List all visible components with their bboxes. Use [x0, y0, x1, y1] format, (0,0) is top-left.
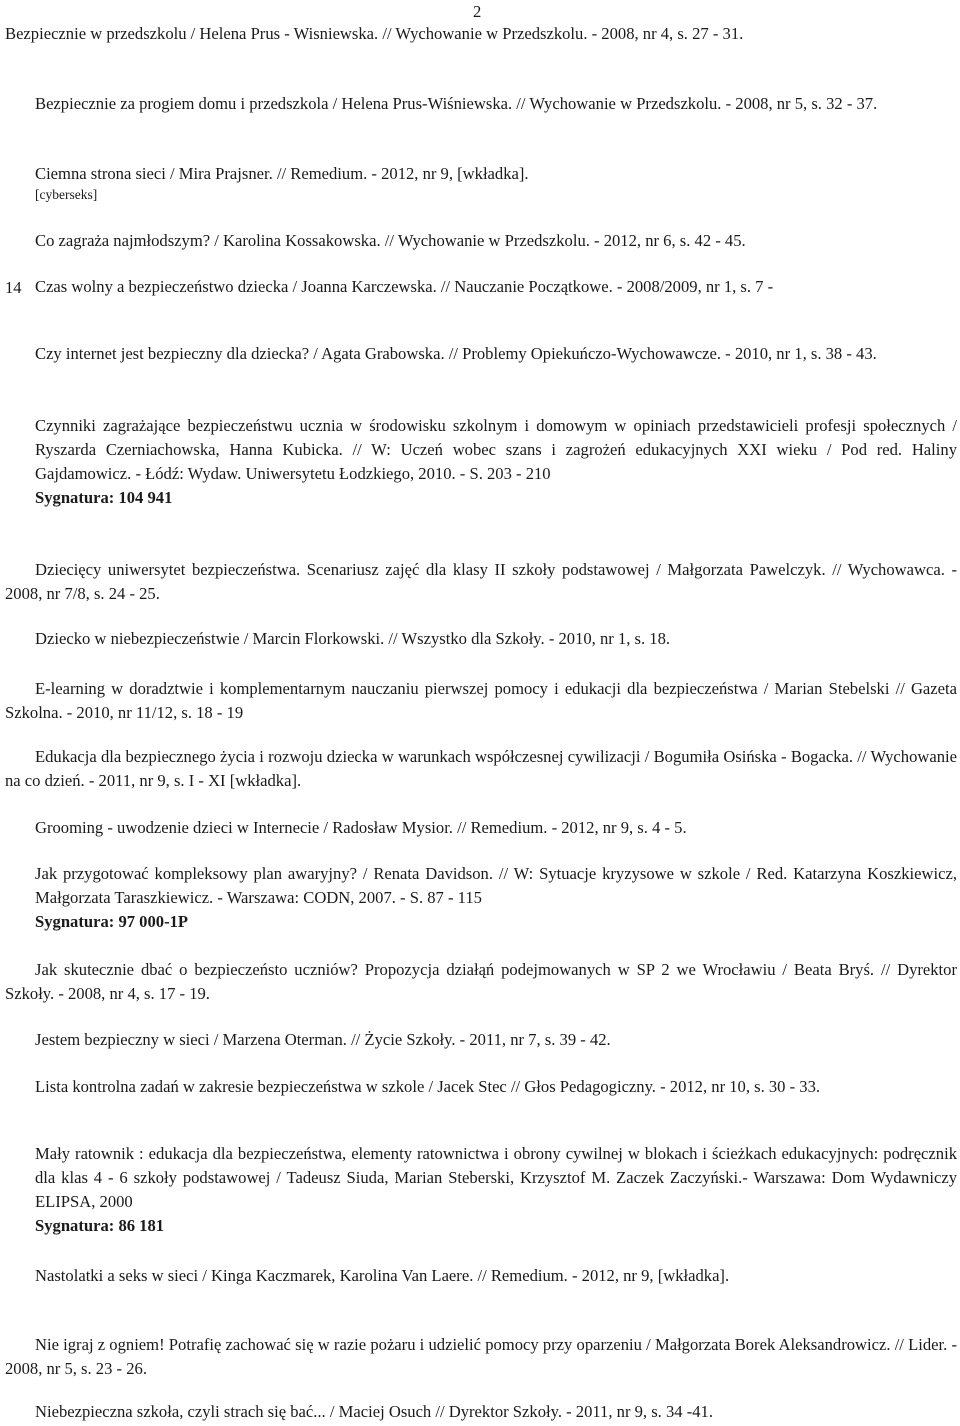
bibliography-entry: Mały ratownik : edukacja dla bezpieczeństwa, elementy ratownictwa i obrony cywilnej w blokach i ścieżkach edukacyjnych: podręcznik dla klas 4 - 6 szkoły podstawowej / Tadeusz Siuda, Marian Steberski, Krzysztof M. Zaczek Zaczyński.- Warszawa: Dom Wydawniczy ELIPSA, 2000 Sygnatura: 86 181 — [5, 1142, 957, 1238]
margin-number: 14 — [5, 278, 22, 297]
signature-label: Sygnatura: 86 181 — [35, 1216, 165, 1235]
signature-label: Sygnatura: 97 000-1P — [35, 912, 189, 931]
bibliography-entry: Czas wolny a bezpieczeństwo dziecka / Joanna Karczewska. // Nauczanie Początkowe. - 2008/2009, nr 1, s. 7 - — [35, 277, 774, 296]
bibliography-entry: Edukacja dla bezpiecznego życia i rozwoju dziecka w warunkach współczesnej cywilizacji / Bogumiła Osińska - Bogacka. // Wychowanie na co dzień. - 2011, nr 9, s. I - XI [wkładka]. — [5, 747, 957, 790]
bibliography-entry: Jak przygotować kompleksowy plan awaryjny? / Renata Davidson. // W: Sytuacje kryzysowe w szkole / Red. Katarzyna Koszkiewicz, Małgorzata Taraszkiewicz. - Warszawa: CODN, 2007. - S. 87 - 115 Sygnatura: 97 000-1P — [5, 862, 957, 934]
bibliography-entry: Bezpiecznie za progiem domu i przedszkola / Helena Prus-Wiśniewska. // Wychowanie w Przedszkolu. - 2008, nr 5, s. 32 - 37. — [35, 94, 878, 113]
bibliography-entry: Ciemna strona sieci / Mira Prajsner. // Remedium. - 2012, nr 9, [wkładka]. [cyberseks] — [5, 162, 957, 204]
bibliography-entry: Lista kontrolna zadań w zakresie bezpieczeństwa w szkole / Jacek Stec // Głos Pedagogiczny. - 2012, nr 10, s. 30 - 33. — [35, 1077, 821, 1096]
bibliography-entry: Nastolatki a seks w sieci / Kinga Kaczmarek, Karolina Van Laere. // Remedium. - 2012, nr 9, [wkładka]. — [35, 1266, 730, 1285]
bibliography-entry: Jak skutecznie dbać o bezpieczeństo uczniów? Propozycja działąń podejmowanych w SP 2 we Wrocławiu / Beata Bryś. // Dyrektor Szkoły. - 2008, nr 4, s. 17 - 19. — [5, 960, 957, 1003]
bibliography-entry: Dziecko w niebezpieczeństwie / Marcin Florkowski. // Wszystko dla Szkoły. - 2010, nr 1, s. 18. — [35, 629, 671, 648]
bibliography-entry: Nie igraj z ogniem! Potrafię zachować się w razie pożaru i udzielić pomocy przy oparzeniu / Małgorzata Borek Aleksandrowicz. // Lider. - 2008, nr 5, s. 23 - 26. — [5, 1335, 957, 1378]
bibliography-entry: Niebezpieczna szkoła, czyli strach się bać... / Maciej Osuch // Dyrektor Szkoły. - 2011, nr 9, s. 34 -41. — [35, 1402, 713, 1421]
bibliography-entry: Co zagraża najmłodszym? / Karolina Kossakowska. // Wychowanie w Przedszkolu. - 2012, nr 6, s. 42 - 45. — [35, 231, 746, 250]
page-number: 2 — [473, 2, 482, 21]
bibliography-entry: Dziecięcy uniwersytet bezpieczeństwa. Scenariusz zajęć dla klasy II szkoły podstawowej / Małgorzata Pawelczyk. // Wychowawca. - 2008, nr 7/8, s. 24 - 25. — [5, 560, 957, 603]
bibliography-entry: E-learning w doradztwie i komplementarnym nauczaniu pierwszej pomocy i edukacji dla bezpieczeństwa / Marian Stebelski // Gazeta Szkolna. - 2010, nr 11/12, s. 18 - 19 — [5, 679, 957, 722]
entry-note: [cyberseks] — [35, 187, 98, 202]
bibliography-entry: Grooming - uwodzenie dzieci w Internecie / Radosław Mysior. // Remedium. - 2012, nr 9, s. 4 - 5. — [35, 818, 687, 837]
bibliography-entry: Bezpiecznie w przedszkolu / Helena Prus - Wisniewska. // Wychowanie w Przedszkolu. - 2008, nr 4, s. 27 - 31. — [5, 24, 744, 43]
bibliography-entry: Czynniki zagrażające bezpieczeństwu ucznia w środowisku szkolnym i domowym w opiniach przedstawicieli profesji społecznych / Ryszarda Czerniachowska, Hanna Kubicka. // W: Uczeń wobec szans i zagrożeń edukacyjnych XXI wieku / Pod red. Haliny Gajdamowicz. - Łódź: Wydaw. Uniwersytetu Łodzkiego, 2010. - S. 203 - 210 Sygnatura: 104 941 — [5, 414, 957, 510]
bibliography-entry: Jestem bezpieczny w sieci / Marzena Oterman. // Życie Szkoły. - 2011, nr 7, s. 39 - 42. — [35, 1030, 611, 1049]
bibliography-entry: Czy internet jest bezpieczny dla dziecka? / Agata Grabowska. // Problemy Opiekuńczo-Wychowawcze. - 2010, nr 1, s. 38 - 43. — [35, 344, 877, 363]
signature-label: Sygnatura: 104 941 — [35, 488, 173, 507]
